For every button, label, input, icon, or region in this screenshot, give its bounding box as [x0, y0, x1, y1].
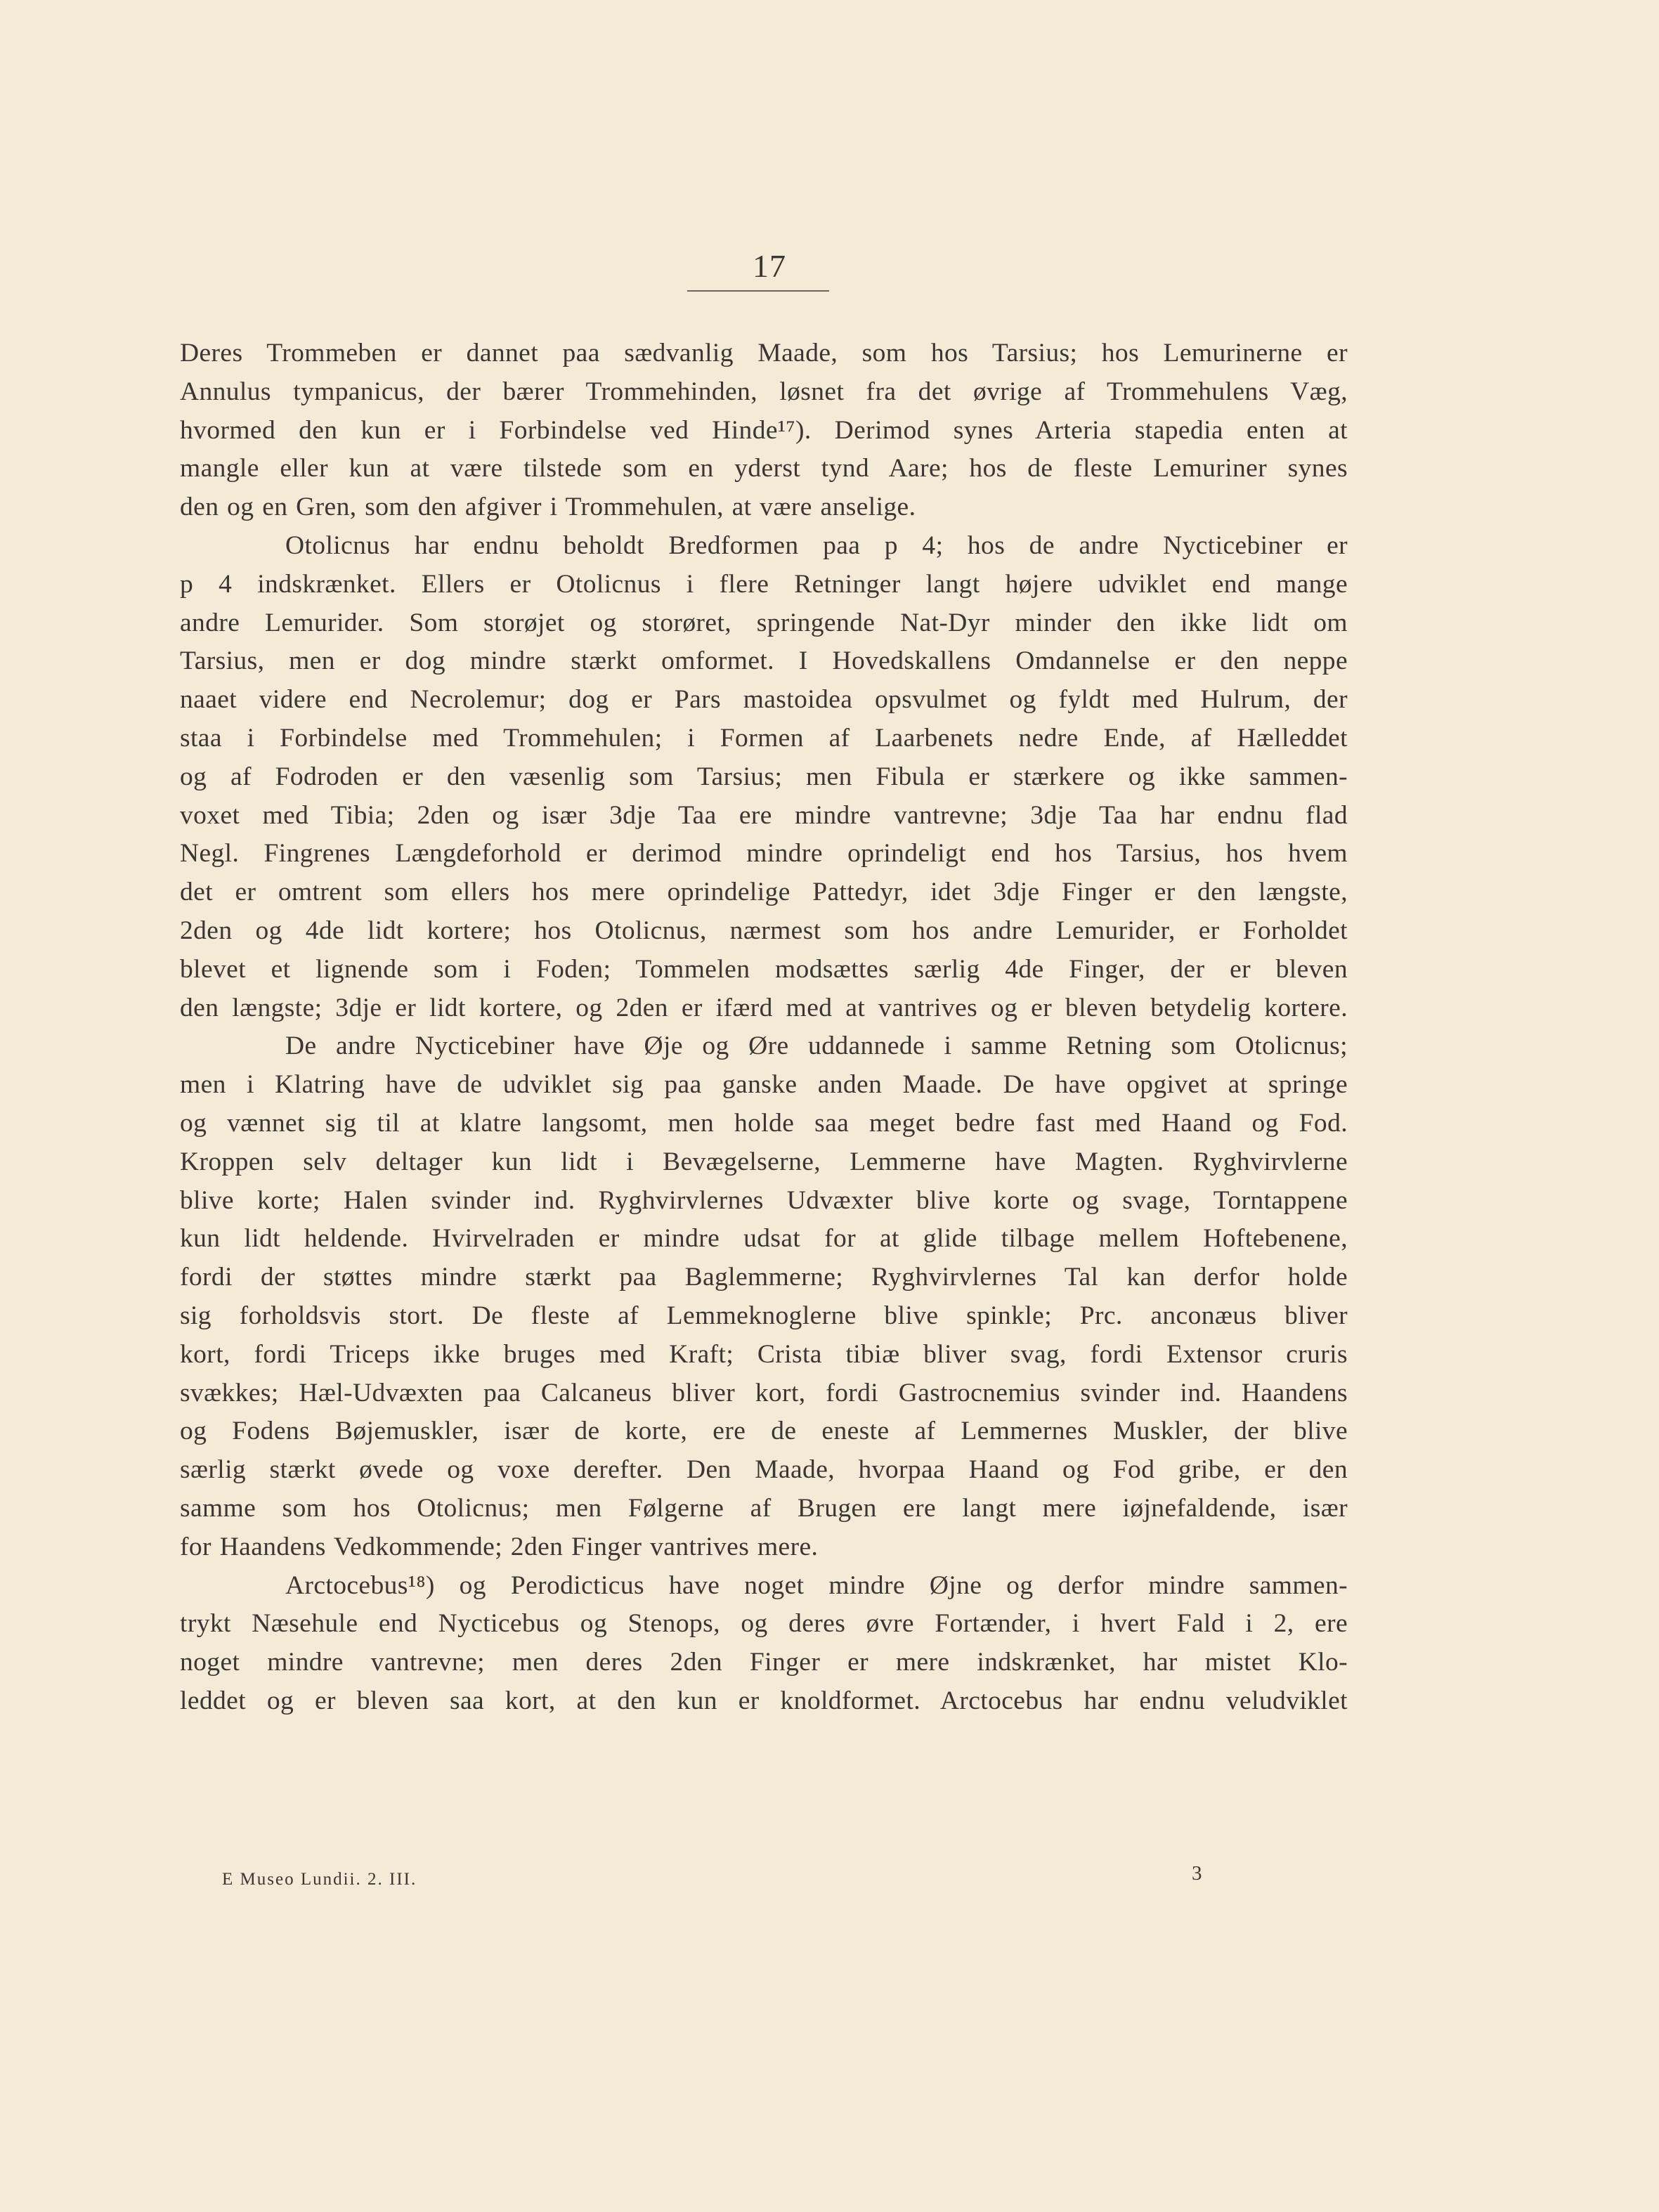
text-line: fordi der støttes mindre stærkt paa Baglemmerne; Ryghvirvlernes Tal kan derfor holde	[180, 1263, 1348, 1292]
text-line: 2den og 4de lidt kortere; hos Otolicnus, nærmest som hos andre Lemurider, er Forholdet	[180, 916, 1348, 945]
text-line: blevet et lignende som i Foden; Tommelen modsættes særlig 4de Finger, der er bleven	[180, 954, 1348, 984]
text-line: men i Klatring have de udviklet sig paa ganske anden Maade. De have opgivet at springe	[180, 1070, 1348, 1100]
text-line: og af Fodroden er den væsenlig som Tarsius; men Fibula er stærkere og ikke sammen-	[180, 762, 1348, 791]
footer-signature: E Museo Lundii. 2. III.	[222, 1870, 417, 1889]
page-number-rule	[687, 290, 829, 292]
text-line: kun lidt heldende. Hvirvelraden er mindre udsat for at glide tilbage mellem Hoftebenene,	[180, 1224, 1348, 1254]
text-line: og Fodens Bøjemuskler, især de korte, ere de eneste af Lemmernes Muskler, der blive	[180, 1417, 1348, 1446]
text-line: sig forholdsvis stort. De fleste af Lemmeknoglerne blive spinkle; Prc. anconæus bliver	[180, 1301, 1348, 1330]
text-line: særlig stærkt øvede og voxe derefter. Den Maade, hvorpaa Haand og Fod gribe, er den	[180, 1455, 1348, 1485]
text-line: Otolicnus har endnu beholdt Bredformen paa p 4; hos de andre Nycticebiner er	[285, 531, 1348, 560]
text-line: andre Lemurider. Som storøjet og storøret, springende Nat-Dyr minder den ikke lidt om	[180, 608, 1348, 637]
text-line: leddet og er bleven saa kort, at den kun er knoldformet. Arctocebus har endnu veludviklet	[180, 1686, 1348, 1715]
text-line: den længste; 3dje er lidt kortere, og 2den er ifærd med at vantrives og er bleven betydelig kortere.	[180, 993, 1348, 1022]
text-line: svækkes; Hæl-Udvæxten paa Calcaneus bliver kort, fordi Gastrocnemius svinder ind. Haandens	[180, 1378, 1348, 1407]
text-line: Tarsius, men er dog mindre stærkt omformet. I Hovedskallens Omdannelse er den neppe	[180, 646, 1348, 676]
text-line: den og en Gren, som den afgiver i Trommehulen, at være anselige.	[180, 493, 916, 522]
page-number: 17	[753, 248, 786, 284]
text-line: naaet videre end Necrolemur; dog er Pars mastoidea opsvulmet og fyldt med Hulrum, der	[180, 685, 1348, 715]
text-line: og vænnet sig til at klatre langsomt, men holde saa meget bedre fast med Haand og Fod.	[180, 1108, 1348, 1138]
body-text	[180, 334, 1348, 1721]
text-line: noget mindre vantrevne; men deres 2den Finger er mere indskrænket, har mistet Klo-	[180, 1648, 1348, 1677]
text-line: De andre Nycticebiner have Øje og Øre uddannede i samme Retning som Otolicnus;	[285, 1032, 1348, 1061]
text-line: p 4 indskrænket. Ellers er Otolicnus i flere Retninger langt højere udviklet end mange	[180, 569, 1348, 599]
text-line: staa i Forbindelse med Trommehulen; i Formen af Laarbenets nedre Ende, af Hælleddet	[180, 723, 1348, 753]
text-line: Annulus tympanicus, der bærer Trommehinden, løsnet fra det øvrige af Trommehulens Væg,	[180, 377, 1348, 406]
text-line: det er omtrent som ellers hos mere oprindelige Pattedyr, idet 3dje Finger er den længste,	[180, 878, 1348, 907]
text-line: voxet med Tibia; 2den og især 3dje Taa ere mindre vantrevne; 3dje Taa har endnu flad	[180, 800, 1348, 830]
text-line: blive korte; Halen svinder ind. Ryghvirvlernes Udvæxter blive korte og svage, Torntappene	[180, 1185, 1348, 1215]
text-line: Negl. Fingrenes Længdeforhold er derimod mindre oprindeligt end hos Tarsius, hos hvem	[180, 839, 1348, 868]
text-line: trykt Næsehule end Nycticebus og Stenops, og deres øvre Fortænder, i hvert Fald i 2, ere	[180, 1609, 1348, 1639]
text-line: Kroppen selv deltager kun lidt i Bevægelserne, Lemmerne have Magten. Ryghvirvlerne	[180, 1147, 1348, 1176]
text-line: Arctocebus¹⁸) og Perodicticus have noget mindre Øjne og derfor mindre sammen-	[285, 1570, 1348, 1600]
text-line: for Haandens Vedkommende; 2den Finger vantrives mere.	[180, 1532, 819, 1561]
footer-sheet-number: 3	[1192, 1862, 1202, 1885]
text-line: mangle eller kun at være tilstede som en yderst tynd Aare; hos de fleste Lemuriner synes	[180, 454, 1348, 483]
text-line: kort, fordi Triceps ikke bruges med Kraft; Crista tibiæ bliver svag, fordi Extensor cruris	[180, 1339, 1348, 1369]
text-line: hvormed den kun er i Forbindelse ved Hinde¹⁷). Derimod synes Arteria stapedia enten at	[180, 415, 1348, 445]
text-line: Deres Trommeben er dannet paa sædvanlig Maade, som hos Tarsius; hos Lemurinerne er	[180, 339, 1348, 367]
text-line: samme som hos Otolicnus; men Følgerne af Brugen ere langt mere iøjnefaldende, især	[180, 1493, 1348, 1523]
